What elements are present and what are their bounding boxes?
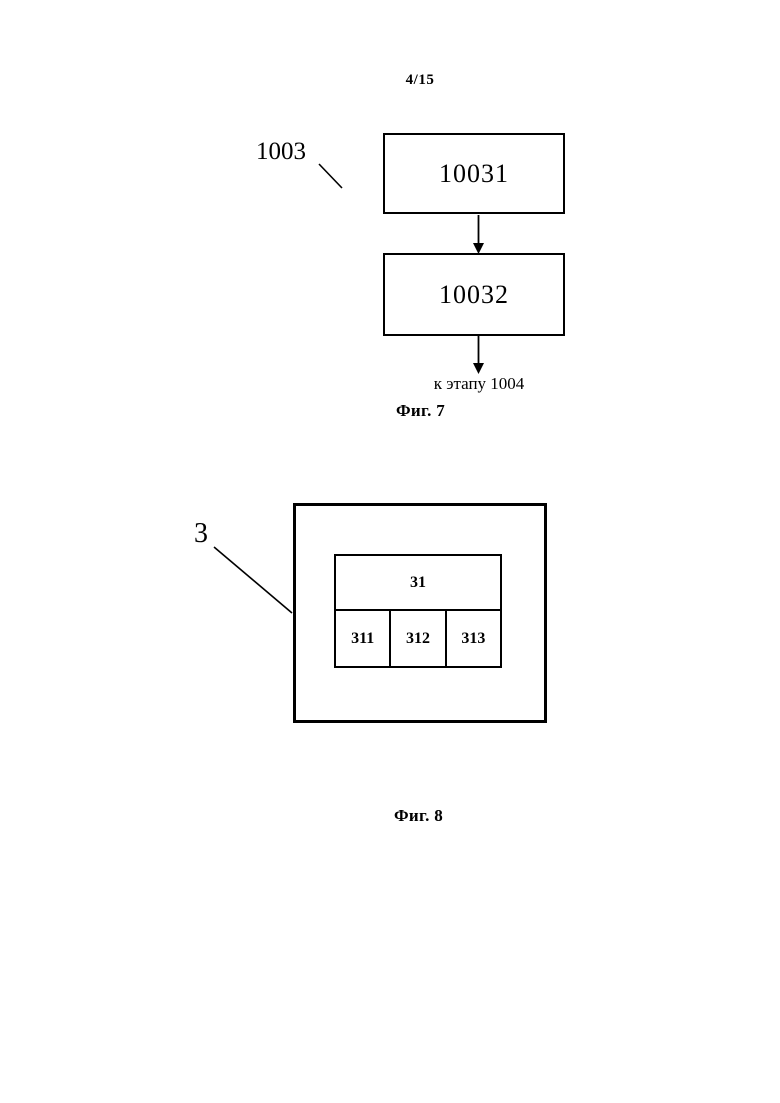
page-number: 4/15 (405, 72, 435, 88)
fig8-block-31-label: 31 (409, 573, 426, 591)
fig7-exit-label: к этапу 1004 (433, 374, 525, 393)
fig8-caption: Фиг. 8 (394, 806, 443, 825)
fig8-block-31 (335, 555, 501, 610)
fig8-inner-block-group (334, 554, 502, 668)
fig8-reference-label: 3 (194, 518, 208, 549)
fig7-caption: Фиг. 7 (396, 401, 445, 420)
fig8-block-311 (335, 610, 390, 667)
fig7-step-box-10032 (383, 253, 565, 336)
fig7-step-box-10031-label: 10031 (439, 158, 509, 188)
fig7-reference-label: 1003 (256, 138, 306, 165)
fig7-leader-line (319, 164, 342, 188)
fig7-step-box-10031 (383, 133, 565, 214)
fig8-block-312 (390, 610, 445, 667)
fig7-arrow-2-head (473, 363, 484, 374)
fig8-block-312-label: 312 (405, 629, 430, 647)
fig8-block-313 (446, 610, 501, 667)
fig7-step-box-10032-label: 10032 (439, 279, 509, 309)
fig8-block-311-label: 311 (351, 629, 375, 647)
fig8-leader-line (214, 547, 292, 613)
fig8-block-313-label: 313 (461, 629, 486, 647)
